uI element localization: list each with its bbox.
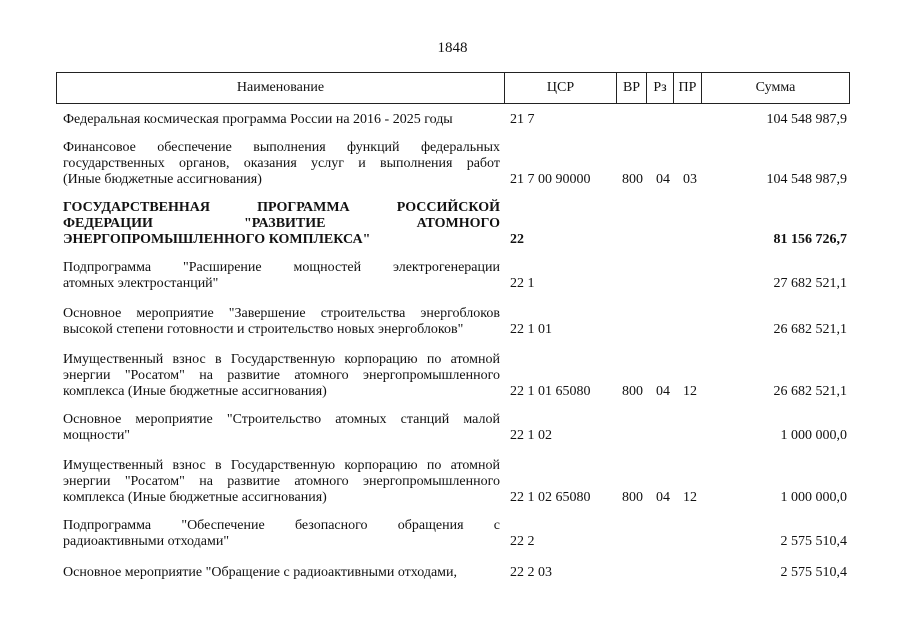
row-name (63, 565, 500, 581)
row-name (63, 458, 500, 506)
row-sum: 27 682 521,1 (773, 276, 847, 291)
row-name-line: государственных органов, оказания услуг и выполнения работ (63, 156, 500, 171)
row-csr: 22 1 02 (510, 428, 552, 443)
row-csr: 22 2 03 (510, 565, 552, 580)
row-name-line: комплекса (Иные бюджетные ассигнования) (63, 490, 327, 505)
row-sum: 26 682 521,1 (773, 384, 847, 399)
row-name-line: высокой степени готовности и строительство новых энергоблоков" (63, 322, 464, 337)
row-vr: 800 (622, 490, 643, 505)
row-name-line: ЭНЕРГОПРОМЫШЛЕННОГО КОМПЛЕКСА" (63, 232, 371, 247)
row-name-line: Основное мероприятие "Обращение с радиоактивными отходами, (63, 565, 458, 580)
row-name-line: Подпрограмма "Расширение мощностей электрогенерации (63, 260, 500, 275)
row-csr: 21 7 00 90000 (510, 172, 591, 187)
header-sum: Сумма (755, 80, 796, 95)
table-row (0, 565, 905, 581)
row-name (63, 412, 500, 444)
row-name-line: ГОСУДАРСТВЕННАЯ ПРОГРАММА РОССИЙСКОЙ (63, 200, 500, 215)
row-name (63, 306, 500, 338)
row-vr: 800 (622, 384, 643, 399)
table-row (0, 140, 905, 188)
row-name-line: Подпрограмма "Обеспечение безопасного обращения с (63, 518, 500, 533)
row-csr: 22 1 (510, 276, 535, 291)
header-pr: ПР (674, 73, 702, 103)
row-sum: 1 000 000,0 (780, 428, 847, 443)
row-sum: 104 548 987,9 (766, 172, 847, 187)
row-csr: 22 2 (510, 534, 535, 549)
table-row (0, 458, 905, 506)
row-name-line: (Иные бюджетные ассигнования) (63, 172, 262, 187)
row-name-line: энергии "Росатом" на развитие атомного энергопромышленного (63, 368, 500, 383)
row-rz: 04 (656, 384, 670, 399)
row-name (63, 140, 500, 188)
row-csr: 22 1 01 65080 (510, 384, 591, 399)
table-row (0, 518, 905, 550)
table-row (0, 260, 905, 292)
row-csr: 22 1 01 (510, 322, 552, 337)
header-csr: ЦСР (505, 73, 617, 103)
row-name (63, 260, 500, 292)
table-row (0, 352, 905, 400)
row-csr: 22 1 02 65080 (510, 490, 591, 505)
row-name-line: комплекса (Иные бюджетные ассигнования) (63, 384, 327, 399)
row-name-line: энергии "Росатом" на развитие атомного энергопромышленного (63, 474, 500, 489)
row-name-line: радиоактивными отходами" (63, 534, 230, 549)
row-csr: 21 7 (510, 112, 535, 127)
row-name-line: Основное мероприятие "Завершение строительства энергоблоков (63, 306, 500, 321)
table-row (0, 112, 905, 128)
row-name (63, 112, 500, 128)
row-sum: 81 156 726,7 (773, 232, 847, 247)
header-vr: ВР (617, 73, 647, 103)
row-sum: 104 548 987,9 (766, 112, 847, 127)
row-name (63, 200, 500, 248)
row-pr: 03 (683, 172, 697, 187)
row-rz: 04 (656, 490, 670, 505)
row-name (63, 518, 500, 550)
row-vr: 800 (622, 172, 643, 187)
row-name-line: Имущественный взнос в Государственную корпорацию по атомной (63, 458, 500, 473)
row-name-line: ФЕДЕРАЦИИ "РАЗВИТИЕ АТОМНОГО (63, 216, 500, 231)
row-sum: 1 000 000,0 (780, 490, 847, 505)
row-sum: 26 682 521,1 (773, 322, 847, 337)
header-rz: Рз (647, 73, 674, 103)
row-name (63, 352, 500, 400)
page-number: 1848 (437, 40, 468, 56)
row-name-line: Основное мероприятие "Строительство атомных станций малой (63, 412, 500, 427)
table-row (0, 306, 905, 338)
row-name-line: Имущественный взнос в Государственную корпорацию по атомной (63, 352, 500, 367)
table-header (56, 72, 850, 104)
row-sum: 2 575 510,4 (780, 565, 847, 580)
row-rz: 04 (656, 172, 670, 187)
row-pr: 12 (683, 490, 697, 505)
row-name-line: мощности" (63, 428, 131, 443)
row-name-line: Федеральная космическая программа России на 2016 - 2025 годы (63, 112, 453, 127)
row-name-line: Финансовое обеспечение выполнения функций федеральных (63, 140, 500, 155)
header-name: Наименование (57, 73, 505, 103)
row-pr: 12 (683, 384, 697, 399)
row-sum: 2 575 510,4 (780, 534, 847, 549)
table-row (0, 412, 905, 444)
row-csr: 22 (510, 232, 524, 247)
table-row (0, 200, 905, 248)
row-name-line: атомных электростанций" (63, 276, 219, 291)
